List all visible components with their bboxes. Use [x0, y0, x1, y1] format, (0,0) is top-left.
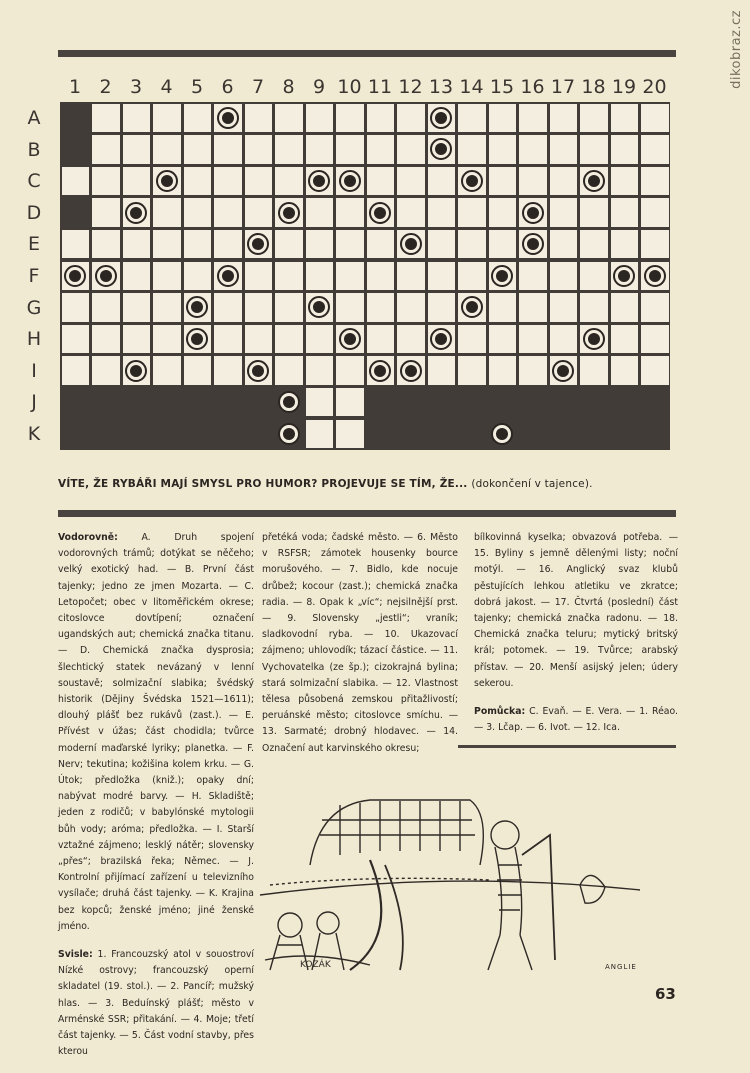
grid-cell[interactable] [458, 230, 486, 259]
grid-cell[interactable] [428, 167, 456, 196]
circle-marker [644, 265, 666, 287]
grid-cell[interactable] [458, 135, 486, 164]
grid-cell[interactable] [184, 198, 212, 227]
horizontal-title: Vodorovně: [58, 532, 118, 543]
grid-cell[interactable] [92, 230, 120, 259]
grid-cell[interactable] [123, 135, 151, 164]
grid-cell[interactable] [428, 293, 456, 322]
column-number: 17 [550, 76, 576, 98]
grid-cell[interactable] [428, 198, 456, 227]
grid-cell[interactable] [62, 167, 90, 196]
cartoon-illustration [250, 775, 650, 975]
grid-cell[interactable] [214, 230, 242, 259]
column-number: 1 [68, 76, 82, 98]
grid-cell[interactable] [611, 198, 639, 227]
grid-cell[interactable] [580, 293, 608, 322]
grid-cell[interactable] [641, 230, 669, 259]
grid-cell[interactable] [550, 262, 578, 291]
grid-cell[interactable] [580, 230, 608, 259]
grid-cell[interactable] [611, 356, 639, 385]
grid-cell[interactable] [367, 325, 395, 354]
grid-cell[interactable] [214, 167, 242, 196]
grid-cell[interactable] [184, 262, 212, 291]
grid-cell[interactable] [489, 230, 517, 259]
clues-horizontal [58, 530, 254, 935]
grid-cell[interactable] [214, 198, 242, 227]
grid-cell[interactable] [550, 198, 578, 227]
grid-cell[interactable] [550, 293, 578, 322]
row-letter: B [27, 138, 41, 161]
grid-cell[interactable] [214, 325, 242, 354]
grid-cell[interactable] [580, 198, 608, 227]
grid-cell[interactable] [550, 104, 578, 133]
grid-cell[interactable] [336, 420, 364, 449]
grid-cell[interactable] [62, 325, 90, 354]
grid-cell[interactable] [245, 262, 273, 291]
grid-cell[interactable] [306, 325, 334, 354]
grid-cell[interactable] [153, 104, 181, 133]
grid-cell[interactable] [428, 230, 456, 259]
grid-cell[interactable] [245, 198, 273, 227]
column-number: 6 [221, 76, 234, 98]
circle-marker [278, 391, 300, 413]
grid-cell[interactable] [275, 135, 303, 164]
grid-cell[interactable] [275, 356, 303, 385]
grid-cell[interactable] [397, 262, 425, 291]
grid-cell[interactable] [92, 198, 120, 227]
grid-cell[interactable] [306, 230, 334, 259]
vertical-clues-end: bílkovinná kyselka; obvazová potřeba. — 15. Byliny s jemně dělenými listy; noční motýl. — 16. Anglický svaz klubů pěstujících lehkou atletiku ve zkratce; dobrá jakost. — 17. Čtvrtá (poslední) část tajenky; chemická značka radonu. — 18. Chemická značka teluru; mytický britský král; potomek. — 19. Tvůrce; arabský přístav. — 20. Menší asijský jelen; údery sekerou. [474, 532, 678, 689]
grid-cell[interactable] [611, 104, 639, 133]
grid-cell[interactable] [641, 325, 669, 354]
grid-cell[interactable] [306, 420, 334, 449]
grid-cell[interactable] [92, 167, 120, 196]
grid-cell[interactable] [245, 325, 273, 354]
grid-cell[interactable] [184, 135, 212, 164]
grid-cell[interactable] [92, 325, 120, 354]
grid-cell[interactable] [92, 104, 120, 133]
grid-cell[interactable] [519, 293, 547, 322]
clues-vertical [58, 947, 254, 1060]
circle-marker [369, 202, 391, 224]
grid-cell[interactable] [489, 293, 517, 322]
circle-marker [339, 170, 361, 192]
grid-cell[interactable] [550, 135, 578, 164]
row-letter: E [27, 233, 40, 256]
grid-cell[interactable] [92, 293, 120, 322]
vertical-title: Svisle: [58, 949, 93, 961]
grid-cell[interactable] [580, 135, 608, 164]
grid-cell[interactable] [153, 356, 181, 385]
column-number: 8 [282, 76, 295, 98]
grid-cell[interactable] [611, 293, 639, 322]
grid-cell[interactable] [458, 198, 486, 227]
grid-cell[interactable] [245, 135, 273, 164]
grid-cell[interactable] [397, 198, 425, 227]
grid-cell[interactable] [275, 167, 303, 196]
grid-cell[interactable] [519, 325, 547, 354]
grid-cell[interactable] [153, 262, 181, 291]
grid-cell[interactable] [458, 356, 486, 385]
grid-cell[interactable] [641, 356, 669, 385]
grid-cell[interactable] [611, 325, 639, 354]
circle-marker [217, 107, 239, 129]
grid-cell[interactable] [245, 167, 273, 196]
circle-marker [522, 202, 544, 224]
circle-marker [430, 107, 452, 129]
grid-cell[interactable] [306, 135, 334, 164]
vertical-clues-cont: přetéká voda; čadské město. — 6. Město v RSFSR; zámotek housenky bource morušového. — 7. Bidlo, kde nocuje drůbež; kocour (zast.); chemická značka radia. — 8. Opak k „víc“; nejsilnější prst. — 9. Slovensky „jestli“; vraník; sladkovodní ryba. — 10. Ukazovací zájmeno; uhlovodík; tázací částice. — 11. Vychovatelka (ze šp.); cizokrajná bylina; stará solmizační slabika. — 12. Vlastnost tělesa působená zemskou přitažlivostí; peruánské město; citoslovce smíchu. — 13. Sarmaté; drobný hlodavec. — 14. Označení aut karvinského okresu; [262, 532, 458, 754]
artist-signature: KOZÁK [300, 960, 331, 970]
grid-cell[interactable] [153, 293, 181, 322]
column-number: 19 [611, 76, 637, 98]
grid-cell[interactable] [519, 135, 547, 164]
grid-cell[interactable] [123, 262, 151, 291]
circle-marker [400, 233, 422, 255]
row-letter: G [26, 296, 42, 319]
grid-cell[interactable] [123, 293, 151, 322]
circle-marker [400, 360, 422, 382]
grid-cell[interactable] [519, 104, 547, 133]
grid-cell[interactable] [367, 104, 395, 133]
crossword-grid [60, 102, 670, 450]
grid-cell[interactable] [123, 230, 151, 259]
grid-cell[interactable] [641, 104, 669, 133]
grid-cell[interactable] [214, 135, 242, 164]
grid-cell[interactable] [580, 104, 608, 133]
circle-marker [278, 202, 300, 224]
column-number: 14 [459, 76, 484, 98]
grid-cell[interactable] [336, 388, 364, 417]
column-number: 7 [251, 76, 265, 98]
circle-marker [583, 170, 605, 192]
grid-cell[interactable] [306, 104, 334, 133]
column-number: 16 [520, 76, 545, 98]
grid-cell[interactable] [397, 104, 425, 133]
column-number: 12 [398, 76, 423, 98]
grid-cell[interactable] [519, 167, 547, 196]
grid-cell[interactable] [641, 198, 669, 227]
grid-cell[interactable] [489, 198, 517, 227]
column-number: 20 [642, 76, 667, 98]
grid-cell[interactable] [275, 293, 303, 322]
grid-cell[interactable] [184, 104, 212, 133]
circle-marker [491, 265, 513, 287]
grid-cell[interactable] [123, 104, 151, 133]
column-number: 2 [99, 76, 112, 98]
grid-cell[interactable] [641, 135, 669, 164]
grid-cell[interactable] [62, 230, 90, 259]
row-letter: I [31, 359, 37, 382]
row-letter: A [27, 107, 41, 129]
grid-cell[interactable] [336, 104, 364, 133]
grid-cell[interactable] [489, 104, 517, 133]
column-number: 18 [581, 76, 606, 98]
grid-cell[interactable] [489, 135, 517, 164]
grid-cell[interactable] [62, 356, 90, 385]
grid-cell[interactable] [428, 356, 456, 385]
grid-cell[interactable] [580, 262, 608, 291]
grid-cell[interactable] [153, 325, 181, 354]
row-letter: H [26, 328, 42, 351]
grid-cell[interactable] [580, 356, 608, 385]
hint [474, 704, 678, 736]
grid-cell[interactable] [336, 198, 364, 227]
grid-cell[interactable] [245, 104, 273, 133]
grid-cell[interactable] [397, 135, 425, 164]
circle-marker [339, 328, 361, 350]
grid-cell[interactable] [336, 356, 364, 385]
circle-marker [552, 360, 574, 382]
grid-cell[interactable] [123, 167, 151, 196]
grid-cell[interactable] [458, 262, 486, 291]
watermark: dikobraz.cz [729, 10, 744, 89]
grid-cell[interactable] [153, 230, 181, 259]
illustration-caption: ANGLIE [605, 963, 637, 971]
grid-cell[interactable] [367, 262, 395, 291]
column-number: 5 [190, 76, 204, 98]
grid-cell[interactable] [428, 262, 456, 291]
grid-cell[interactable] [550, 167, 578, 196]
grid-cell[interactable] [611, 135, 639, 164]
circle-marker [491, 423, 513, 445]
grid-cell[interactable] [184, 167, 212, 196]
hint-title: Pomůcka: [474, 706, 526, 718]
grid-cell[interactable] [306, 356, 334, 385]
grid-cell[interactable] [153, 198, 181, 227]
grid-cell[interactable] [275, 104, 303, 133]
grid-cell[interactable] [611, 167, 639, 196]
grid-cell[interactable] [397, 167, 425, 196]
grid-cell[interactable] [397, 293, 425, 322]
column-number: 15 [489, 76, 515, 98]
circle-marker [613, 265, 635, 287]
grid-cell[interactable] [184, 356, 212, 385]
circle-marker [369, 360, 391, 382]
clue-column-2 [262, 530, 458, 757]
row-letter: D [26, 201, 42, 224]
crossword-headline [58, 478, 678, 490]
grid-cell[interactable] [489, 325, 517, 354]
grid-cell[interactable] [214, 293, 242, 322]
grid-cell[interactable] [458, 325, 486, 354]
grid-cell[interactable] [550, 325, 578, 354]
column-number: 11 [367, 76, 393, 98]
column-rule [458, 745, 676, 748]
grid-cell[interactable] [306, 262, 334, 291]
grid-cell[interactable] [184, 230, 212, 259]
grid-cell[interactable] [306, 198, 334, 227]
grid-cell[interactable] [367, 293, 395, 322]
circle-marker [461, 170, 483, 192]
horizontal-clues: A. Druh spojení vodorovných trámů; dotýkat se něčeho; velký exotický had. — B. První část tajenky; jedno ze jmen Mozarta. — C. Letopočet; obec v litoměřickém okrese; citoslovce dovtípení; označení ugandských aut; chemická značka titanu. — D. Chemická značka dysprosia; šlechtický statek nevázaný v lenní soustavě; solmizační slabika; švédský historik (Dějiny Švédska 1521—1611); dlouhý plášť bez rukávů (zast.). — E. Přívést v úžas; část chodidla; tvůrce moderní maďarské lyriky; planetka. — F. Nerv; tekutina; kožišina kolem krku. — G. Útok; předložka (kniž.); opaky dní; nabývat modré barvy. — H. Skladiště; jeden z rodičů; v babylónské mytologii bůh vody; aróma; předložka. — I. Starší vztažné zájmeno; lesklý nátěr; slovensky „přes“; brazilská řeka; Němec. — J. Kontrolní přijímací zařízení u televizního vysílače; druhá část tajenky. — K. Krajina bez kopců; ženské jméno; jiné ženské jméno. [58, 532, 254, 932]
grid-cell[interactable] [458, 104, 486, 133]
grid-cell[interactable] [123, 325, 151, 354]
grid-cell[interactable] [62, 293, 90, 322]
column-number: 13 [428, 76, 454, 98]
circle-marker [247, 360, 269, 382]
grid-cell[interactable] [153, 135, 181, 164]
grid-cell[interactable] [275, 230, 303, 259]
grid-cell[interactable] [367, 230, 395, 259]
grid-cell[interactable] [519, 262, 547, 291]
row-letter: J [31, 391, 37, 414]
top-rule [58, 50, 676, 57]
circle-marker [125, 360, 147, 382]
circle-marker [217, 265, 239, 287]
grid-cell[interactable] [245, 293, 273, 322]
grid-cell[interactable] [214, 356, 242, 385]
circle-marker [278, 423, 300, 445]
row-letter: K [27, 423, 41, 445]
column-number: 3 [129, 76, 143, 98]
grid-cell[interactable] [641, 293, 669, 322]
grid-cell[interactable] [336, 230, 364, 259]
circle-marker [583, 328, 605, 350]
circle-marker [125, 202, 147, 224]
hint-text: C. Evaň. — E. Vera. — 1. Réao. — 3. Lčap. — 6. Ivot. — 12. Ica. [474, 706, 678, 734]
column-number: 4 [160, 76, 173, 98]
clue-column-1 [58, 530, 254, 1073]
row-letter: F [28, 265, 40, 287]
grid-cell[interactable] [336, 262, 364, 291]
circle-marker [95, 265, 117, 287]
mid-rule [58, 510, 676, 517]
headline-note: (dokončení v tajence). [471, 478, 593, 490]
circle-marker [156, 170, 178, 192]
vertical-clues: 1. Francouzský atol v souostroví Nízké ostrovy; francouzský operní skladatel (19. stol.). — 2. Pancíř; mužský hlas. — 3. Beduínský plášť; město v Arménské SSR; přitakání. — 4. Moje; třetí část tajenky. — 5. Část vodní stavby, přes kterou [58, 949, 254, 1058]
grid-cell[interactable] [92, 135, 120, 164]
grid-cell[interactable] [641, 167, 669, 196]
column-number: 10 [337, 76, 362, 98]
grid-cell[interactable] [275, 325, 303, 354]
clue-column-3 [474, 530, 678, 748]
grid-cell[interactable] [336, 135, 364, 164]
grid-cell[interactable] [550, 230, 578, 259]
page-number: 63 [655, 985, 676, 1003]
grid-cell[interactable] [397, 325, 425, 354]
grid-cell[interactable] [367, 135, 395, 164]
circle-marker [522, 233, 544, 255]
grid-cell[interactable] [336, 293, 364, 322]
circle-marker [461, 296, 483, 318]
grid-cell[interactable] [275, 262, 303, 291]
grid-cell[interactable] [92, 356, 120, 385]
grid-cell[interactable] [519, 356, 547, 385]
column-number: 9 [312, 76, 326, 98]
circle-marker [64, 265, 86, 287]
grid-cell[interactable] [489, 356, 517, 385]
grid-cell[interactable] [367, 167, 395, 196]
grid-cell[interactable] [611, 230, 639, 259]
grid-cell[interactable] [489, 167, 517, 196]
headline-text: VÍTE, ŽE RYBÁŘI MAJÍ SMYSL PRO HUMOR? PROJEVUJE SE TÍM, ŽE... [58, 478, 468, 490]
row-letter: C [27, 170, 41, 193]
grid-cell[interactable] [306, 388, 334, 417]
